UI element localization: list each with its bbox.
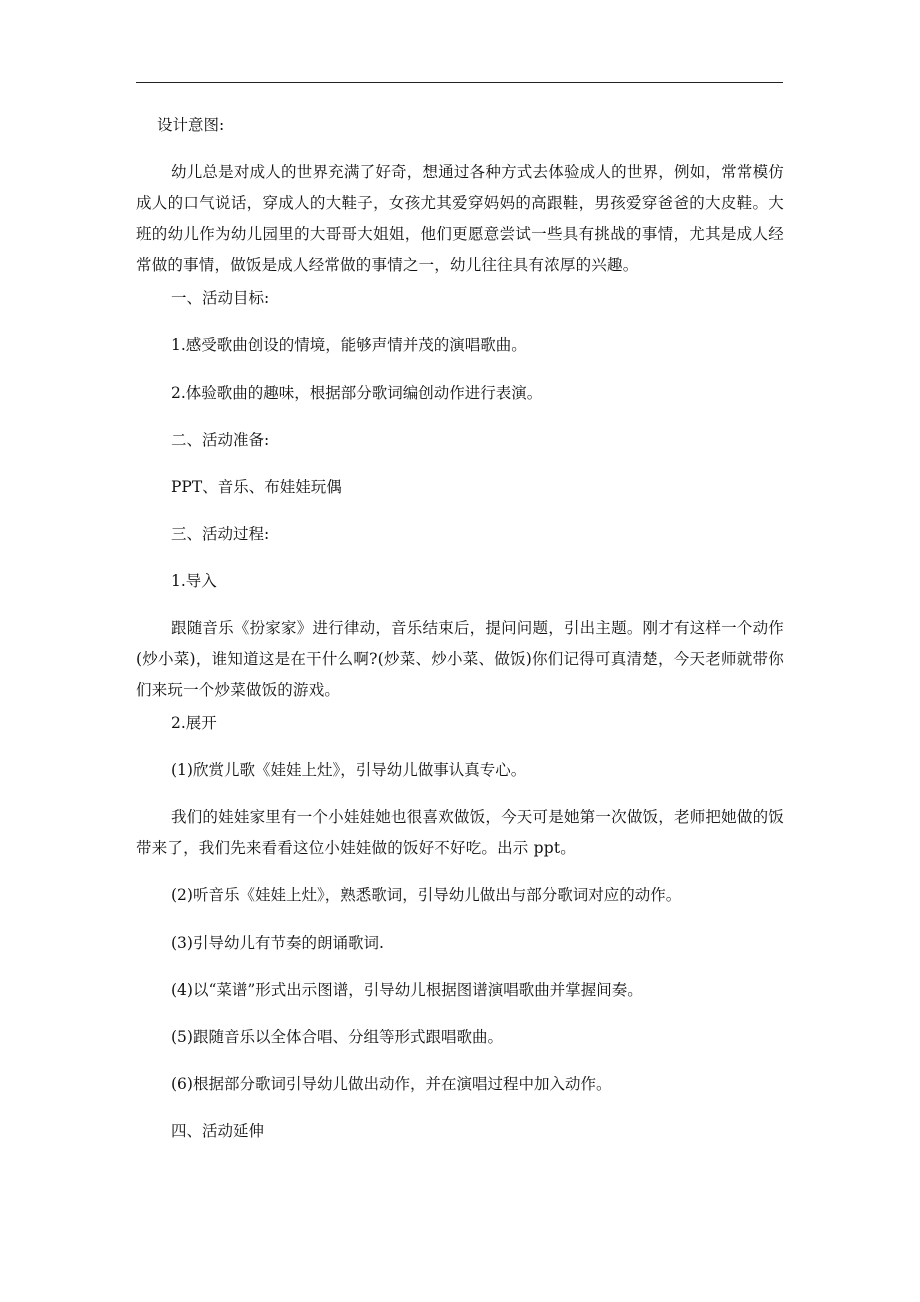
section2-heading: 二、活动准备: — [171, 431, 270, 449]
section4-heading: 四、活动延伸 — [171, 1122, 265, 1140]
header-rule — [136, 82, 783, 83]
step1-paragraph: 跟随音乐《扮家家》进行律动，音乐结束后，提问问题，引出主题。刚才有这样一个动作(炒小菜)，谁知道这是在干什么啊?(炒菜、炒小菜、做饭)你们记得可真清楚，今天老师就带你们来玩一个炒菜做饭的游戏。 — [136, 619, 784, 699]
intro-paragraph: 幼儿总是对成人的世界充满了好奇，想通过各种方式去体验成人的世界，例如，常常模仿成人的口气说话，穿成人的大鞋子，女孩尤其爱穿妈妈的高跟鞋，男孩爱穿爸爸的大皮鞋。大班的幼儿作为幼儿园里的大哥哥大姐姐，他们更愿意尝试一些具有挑战的事情，尤其是成人经常做的事情，做饭是成人经常做的事情之一，幼儿往往具有浓厚的兴趣。 — [136, 163, 784, 274]
section1-heading: 一、活动目标: — [171, 289, 270, 307]
goal-2: 2.体验歌曲的趣味，根据部分歌词编创动作进行表演。 — [171, 384, 543, 402]
section3-heading: 三、活动过程: — [171, 525, 270, 543]
step2-item-1-paragraph: 我们的娃娃家里有一个小娃娃她也很喜欢做饭，今天可是她第一次做饭，老师把她做的饭带来了，我们先来看看这位小娃娃做的饭好不好吃。出示 ppt。 — [136, 808, 784, 857]
step2-item-5: (5)跟随音乐以全体合唱、分组等形式跟唱歌曲。 — [171, 1028, 503, 1046]
step2-item-2: (2)听音乐《娃娃上灶》，熟悉歌词，引导幼儿做出与部分歌词对应的动作。 — [171, 886, 682, 904]
design-intent-heading: 设计意图: — [157, 116, 225, 134]
step2-item-1: (1)欣赏儿歌《娃娃上灶》，引导幼儿做事认真专心。 — [171, 761, 527, 779]
step2-item-4: (4)以“菜谱”形式出示图谱，引导幼儿根据图谱演唱歌曲并掌握间奏。 — [171, 981, 643, 999]
materials-line: PPT、音乐、布娃娃玩偶 — [171, 478, 342, 496]
goal-1: 1.感受歌曲创设的情境，能够声情并茂的演唱歌曲。 — [171, 336, 527, 354]
step1-heading: 1.导入 — [171, 572, 217, 590]
step2-item-6: (6)根据部分歌词引导幼儿做出动作，并在演唱过程中加入动作。 — [171, 1075, 612, 1093]
step2-heading: 2.展开 — [171, 714, 217, 732]
step2-item-3: (3)引导幼儿有节奏的朗诵歌词. — [171, 934, 384, 952]
